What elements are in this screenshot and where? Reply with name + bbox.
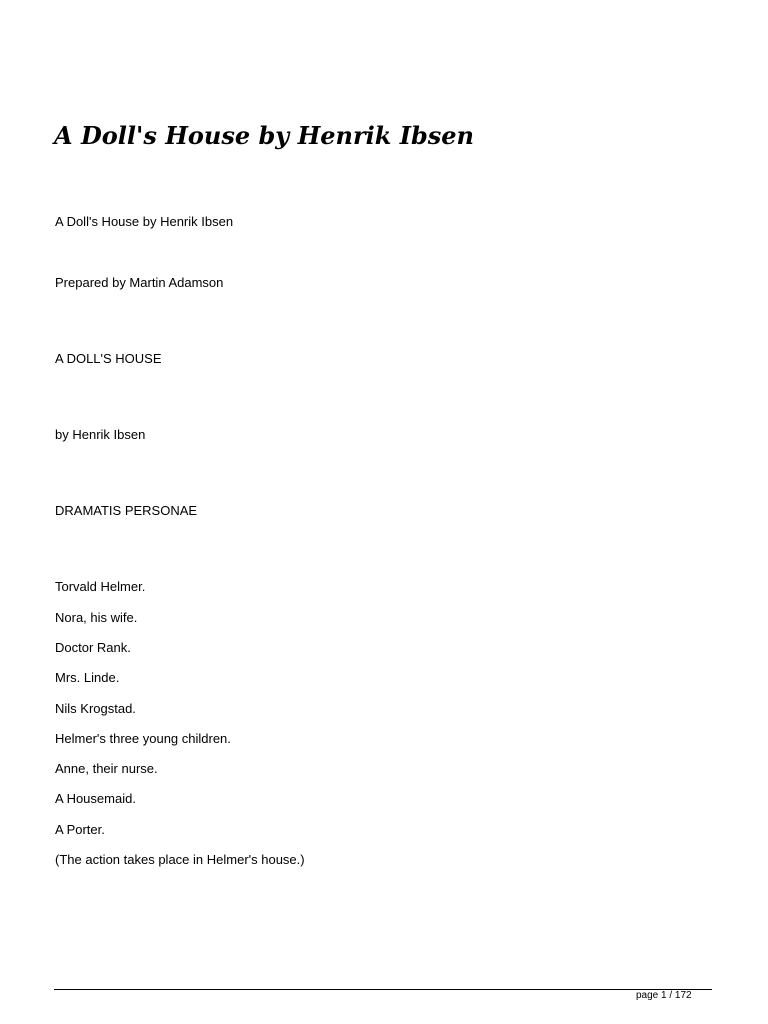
- character-item: A Housemaid.: [55, 791, 136, 806]
- character-item: Anne, their nurse.: [55, 761, 158, 776]
- prepared-by-line: Prepared by Martin Adamson: [55, 275, 224, 290]
- character-item: Helmer's three young children.: [55, 731, 231, 746]
- character-item: Mrs. Linde.: [55, 670, 120, 685]
- setting-note: (The action takes place in Helmer's house.): [55, 852, 305, 867]
- author-line: by Henrik Ibsen: [55, 427, 146, 442]
- footer-divider: [54, 989, 712, 990]
- page-number: page 1 / 172: [636, 990, 692, 1001]
- character-item: Torvald Helmer.: [55, 579, 146, 594]
- character-item: A Porter.: [55, 822, 105, 837]
- source-title: A Doll's House by Henrik Ibsen: [55, 214, 234, 229]
- character-item: Nora, his wife.: [55, 610, 138, 625]
- character-item: Nils Krogstad.: [55, 701, 136, 716]
- character-item: Doctor Rank.: [55, 640, 131, 655]
- document-title: A Doll's House by Henrik Ibsen: [54, 121, 474, 150]
- dramatis-personae-heading: DRAMATIS PERSONAE: [55, 503, 198, 518]
- play-title: A DOLL'S HOUSE: [55, 351, 162, 366]
